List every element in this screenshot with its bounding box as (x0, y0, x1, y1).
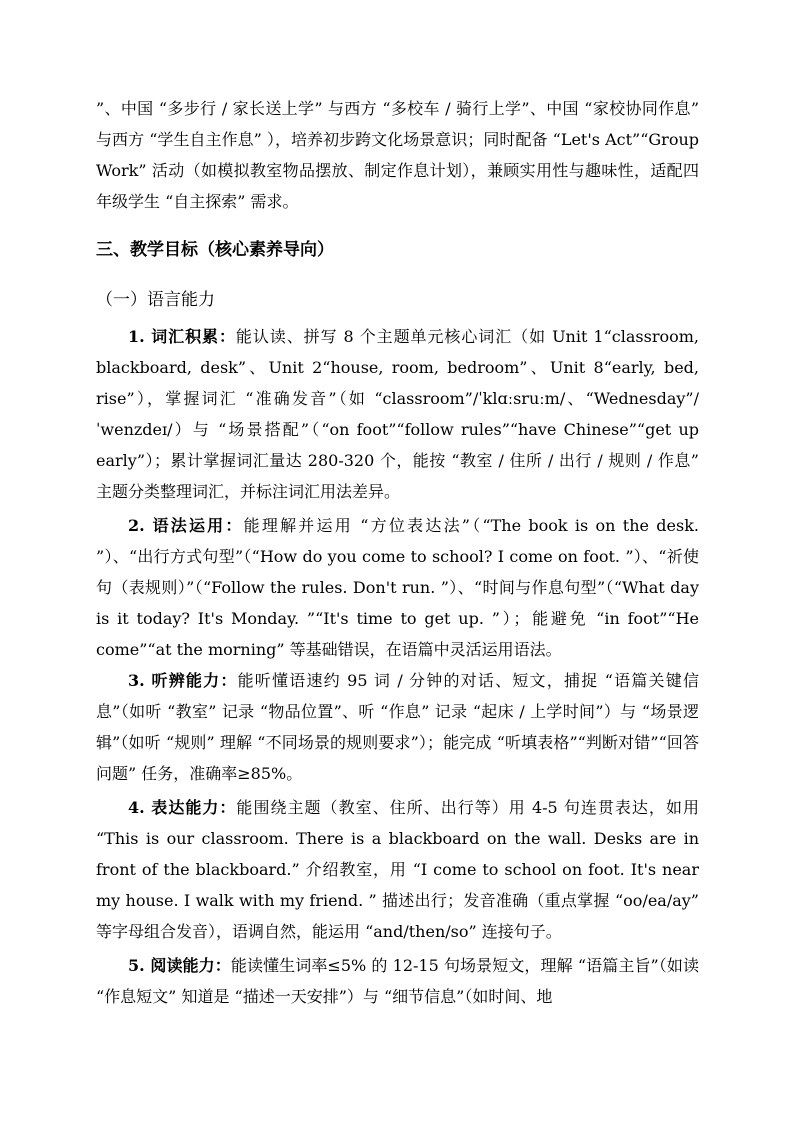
item-label: 2. 语法运用： (128, 516, 244, 535)
item-text: 能听懂语速约 95 词 / 分钟的对话、短文，捕捉 “语篇关键信息”（如听 “教室” 记录 “物品位置”、听 “作息” 记录 “起床 / 上学时间”）与 “场景逻辑”（如听 “规则” 理解 “不同场景的规则要求”）；能完成 “听填表格”“判断对错”“回答问题” 任务，准确率≥85%。 (96, 671, 699, 783)
item-text: 能围绕主题（教室、住所、出行等）用 4-5 句连贯表达，如用 “This is our classroom. There is a blackboard on the wall. Desks are in front of the blackboard.” 介绍教室，用 “I come to school on foot. It's near my house. I walk with my friend. ” 描述出行；发音准确（重点掌握 “oo/ea/ay” 等字母组合发音），语调自然，能运用 “and/then/so” 连接句子。 (96, 798, 699, 941)
subsection-1-heading: （一）语言能力 (96, 290, 215, 310)
item-label: 3. 听辨能力： (128, 671, 238, 690)
item-label: 4. 表达能力： (128, 798, 237, 817)
item-label: 1. 词汇积累： (128, 327, 236, 346)
item-label: 5. 阅读能力： (128, 956, 231, 975)
item-vocabulary (96, 321, 699, 507)
item-grammar (96, 510, 699, 665)
item-text: 能读懂生词率≤5% 的 12-15 句场景短文，理解 “语篇主旨”（如读 “作息短文” 知道是 “描述一天安排”）与 “细节信息”（如时间、地 (96, 956, 699, 1006)
intro-paragraph: ”、中国 “多步行 / 家长送上学” 与西方 “多校车 / 骑行上学”、中国 “家校协同作息” 与西方 “学生自主作息” ），培养初步跨文化场景意识；同时配备 “Let's Act”“Group Work” 活动（如模拟教室物品摆放、制定作息计划），兼顾实用性与趣味性，适配四年级学生 “自主探索” 需求。 (96, 99, 699, 211)
item-speaking (96, 792, 699, 947)
section-3-heading: 三、教学目标（核心素养导向） (96, 240, 334, 260)
item-reading (96, 950, 699, 1012)
item-listening (96, 665, 699, 789)
item-text: 能认读、拼写 8 个主题单元核心词汇（如 Unit 1“classroom, blackboard, desk”、Unit 2“house, room, bedroom”、Unit 8“early, bed, rise”），掌握词汇 “准确发音”（如 “classroom”/ˈklɑːsruːm/、“Wednesday”/ˈwenzdeɪ/）与 “场景搭配”（“on foot”“follow rules”“have Chinese”“get up early”）；累计掌握词汇量达 280-320 个，能按 “教室 / 住所 / 出行 / 规则 / 作息” 主题分类整理词汇，并标注词汇用法差异。 (96, 327, 699, 501)
item-text: 能理解并运用 “方位表达法”（“The book is on the desk. ”）、“出行方式句型”（“How do you come to school? I come on foot. ”）、“祈使句（表规则）”（“Follow the rules. Don't run. ”）、“时间与作息句型”（“What day is it today? It's Monday. ”“It's time to get up. ”）；能避免 “in foot”“He come”“at the morning” 等基础错误，在语篇中灵活运用语法。 (96, 516, 699, 659)
